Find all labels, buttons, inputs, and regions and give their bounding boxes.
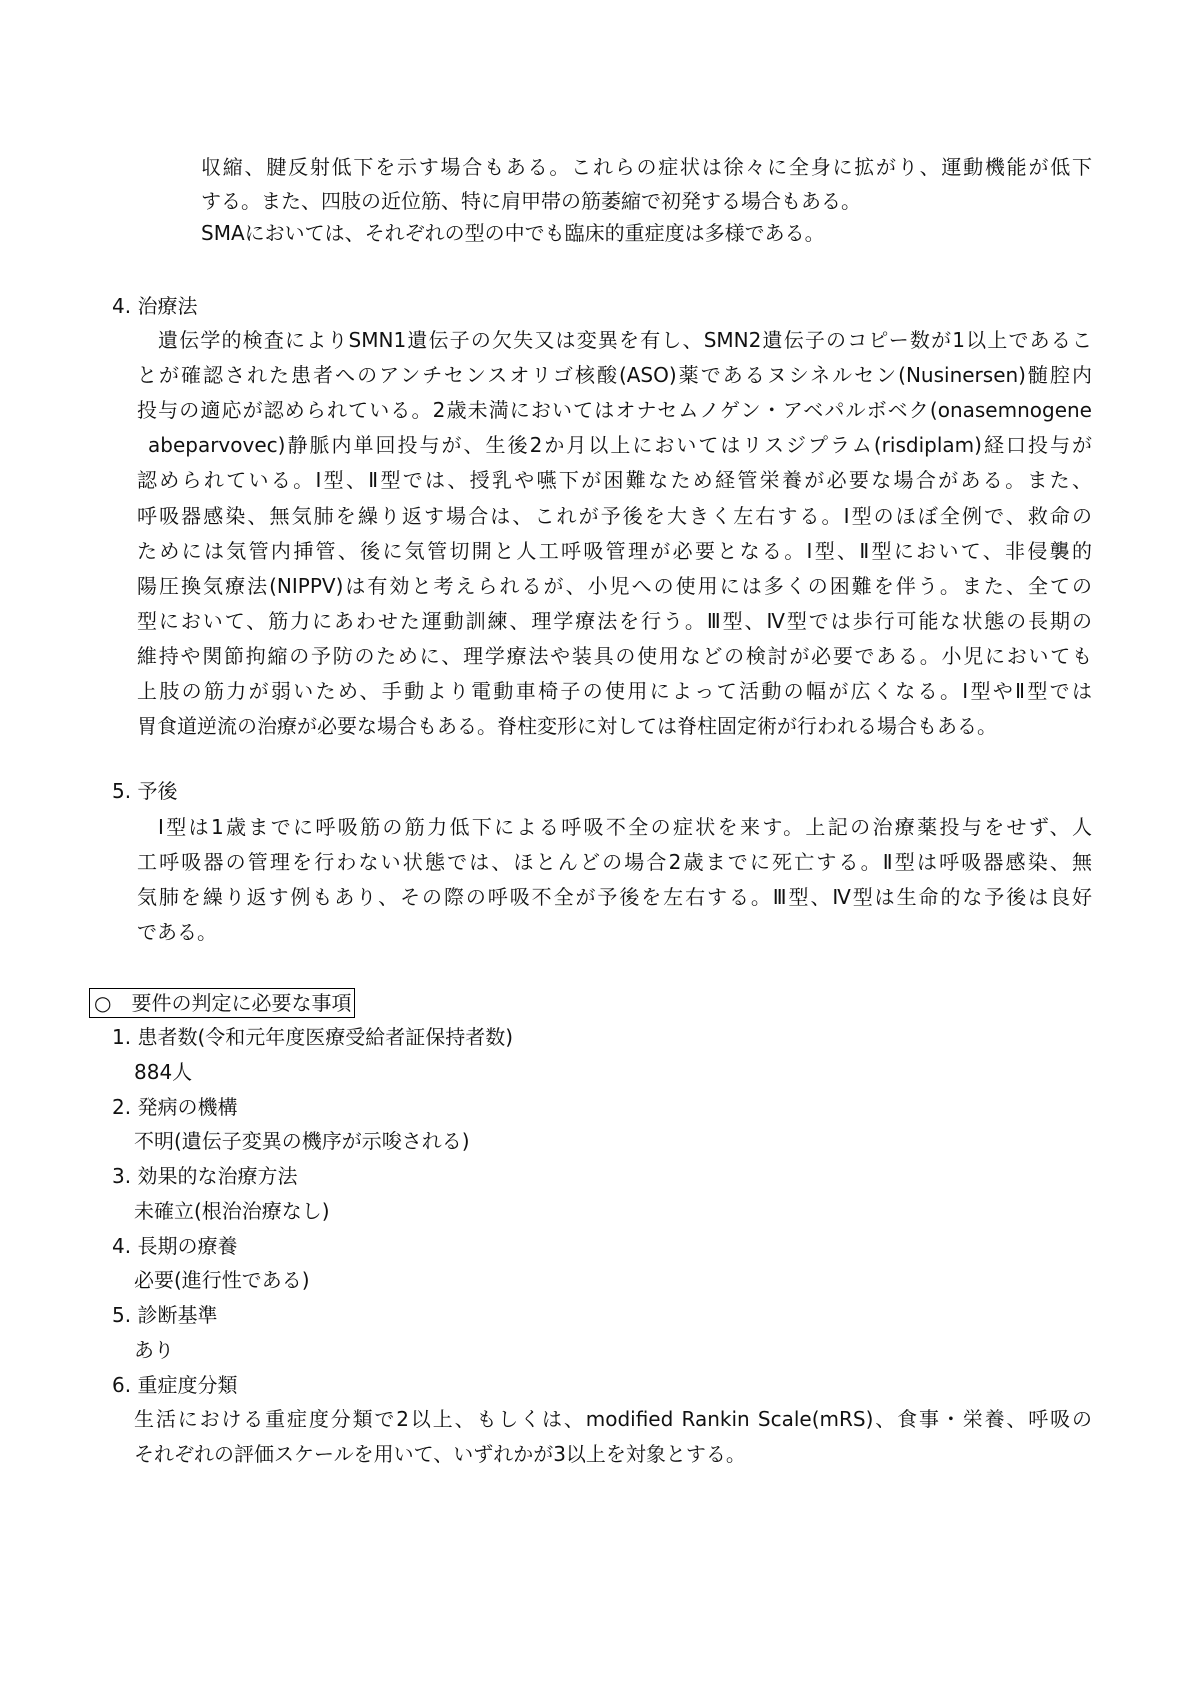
- treatment-line: abeparvovec)静脈内単回投与が、生後2か月以上においてはリスジプラム(risdiplam)経口投与が: [148, 433, 1092, 458]
- requirement-value: 生活における重症度分類で2以上、もしくは、modified Rankin Scale(mRS)、食事・栄養、呼吸の: [134, 1407, 1092, 1432]
- requirement-value: 未確立(根治治療なし): [134, 1198, 330, 1223]
- requirement-label: 2. 発病の機構: [112, 1094, 238, 1119]
- prognosis-line: Ⅰ型は1歳までに呼吸筋の筋力低下による呼吸不全の症状を来す。上記の治療薬投与をせず、人: [158, 815, 1092, 839]
- requirement-value: あり: [134, 1337, 174, 1362]
- treatment-line: 胃食道逆流の治療が必要な場合もある。脊柱変形に対しては脊柱固定術が行われる場合もある。: [137, 714, 997, 739]
- requirement-value: 必要(進行性である): [134, 1268, 310, 1293]
- requirement-label: 6. 重症度分類: [112, 1372, 238, 1397]
- treatment-line: 陽圧換気療法(NIPPV)は有効と考えられるが、小児への使用には多くの困難を伴う。また、全ての: [137, 573, 1092, 598]
- prognosis-line: 工呼吸器の管理を行わない状態では、ほとんどの場合2歳までに死亡する。Ⅱ型は呼吸器感染、無: [137, 850, 1092, 874]
- intro-line: 収縮、腱反射低下を示す場合もある。これらの症状は徐々に全身に拡がり、運動機能が低下: [201, 155, 1092, 179]
- requirement-label: 1. 患者数(令和元年度医療受給者証保持者数): [112, 1025, 514, 1049]
- treatment-line: 遺伝学的検査によりSMN1遺伝子の欠失又は変異を有し、SMN2遺伝子のコピー数が1以上であるこ: [158, 328, 1092, 352]
- requirement-value: それぞれの評価スケールを用いて、いずれかが3以上を対象とする。: [134, 1442, 746, 1466]
- intro-line: する。また、四肢の近位筋、特に肩甲帯の筋萎縮で初発する場合もある。: [201, 189, 861, 213]
- treatment-line: とが確認された患者へのアンチセンスオリゴ核酸(ASO)薬であるヌシネルセン(Nusinersen)髄腔内: [137, 363, 1092, 388]
- prognosis-line: である。: [137, 920, 217, 944]
- treatment-line: ためには気管内挿管、後に気管切開と人工呼吸管理が必要となる。Ⅰ型、Ⅱ型において、非侵襲的: [137, 538, 1092, 563]
- intro-line: SMAにおいては、それぞれの型の中でも臨床的重症度は多様である。: [201, 221, 825, 245]
- treatment-line: 維持や関節拘縮の予防のために、理学療法や装具の使用などの検討が必要である。小児においても: [137, 643, 1092, 668]
- requirement-value: 884人: [134, 1059, 193, 1084]
- requirement-label: 5. 診断基準: [112, 1303, 218, 1327]
- section-heading-prognosis: 5. 予後: [112, 779, 178, 803]
- treatment-line: 呼吸器感染、無気肺を繰り返す場合は、これが予後を大きく左右する。Ⅰ型のほぼ全例で、救命の: [137, 503, 1092, 528]
- prognosis-line: 気肺を繰り返す例もあり、その際の呼吸不全が予後を左右する。Ⅲ型、Ⅳ型は生命的な予後は良好: [137, 885, 1092, 909]
- requirement-label: 3. 効果的な治療方法: [112, 1164, 298, 1188]
- section-heading-treatment: 4. 治療法: [112, 294, 198, 318]
- treatment-line: 投与の適応が認められている。2歳未満においてはオナセムノゲン・アベパルボベク(onasemnogene: [137, 398, 1092, 423]
- requirements-heading: ○ 要件の判定に必要な事項: [89, 988, 355, 1018]
- treatment-line: 型において、筋力にあわせた運動訓練、理学療法を行う。Ⅲ型、Ⅳ型では歩行可能な状態の長期の: [137, 608, 1092, 633]
- treatment-line: 上肢の筋力が弱いため、手動より電動車椅子の使用によって活動の幅が広くなる。Ⅰ型やⅡ型では: [137, 679, 1092, 703]
- requirement-value: 不明(遺伝子変異の機序が示唆される): [134, 1129, 470, 1154]
- treatment-line: 認められている。Ⅰ型、Ⅱ型では、授乳や嚥下が困難なため経管栄養が必要な場合がある。また、: [137, 468, 1092, 493]
- requirement-label: 4. 長期の療養: [112, 1233, 238, 1258]
